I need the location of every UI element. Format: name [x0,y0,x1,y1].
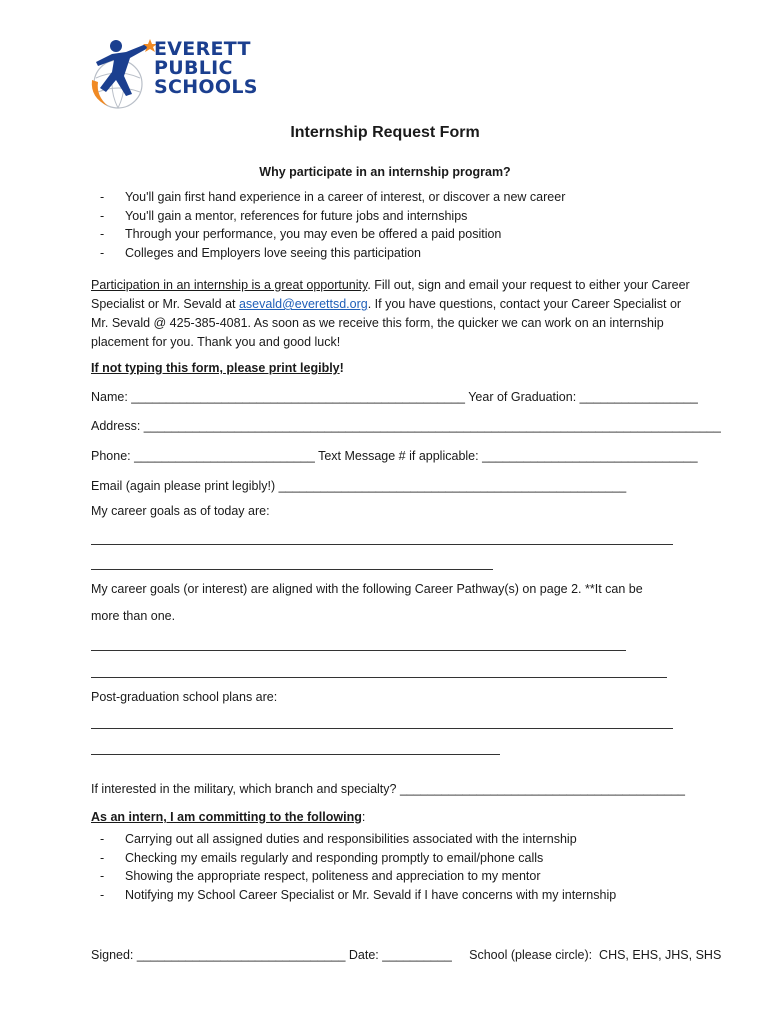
intro-lead: Participation in an internship is a great opportunity [91,278,368,292]
phone-field[interactable]: Phone: __________________________ Text Message # if applicable: _______________________________ [91,449,698,463]
pathway-label-1: My career goals (or interest) are aligned with the following Career Pathway(s) on page 2. **It can be [91,582,643,596]
pathway-line-1[interactable] [91,650,626,651]
email-link[interactable]: asevald@everettsd.org [238,297,368,311]
postgrad-line-1[interactable] [91,728,673,729]
email-field[interactable]: Email (again please print legibly!) __________________________________________________ [91,479,627,493]
print-notice: If not typing this form, please print legibly! [91,361,344,375]
career-goals-line-2[interactable] [91,569,493,570]
commitment-item: - Showing the appropriate respect, politeness and appreciation to my mentor [100,869,541,883]
military-field[interactable]: If interested in the military, which branch and specialty? _________________________________________ [91,782,685,796]
district-logo [88,36,263,111]
benefit-item: - Colleges and Employers love seeing this participation [100,245,421,260]
career-goals-label: My career goals as of today are: [91,504,270,518]
pathway-line-2[interactable] [91,677,667,678]
benefits-list [100,188,565,262]
form-title: Internship Request Form [290,124,480,141]
signature-line[interactable]: Signed: ______________________________ Date: __________ School (please circle): CHS, EHS, JHS, SHS [91,948,722,962]
form-subtitle: Why participate in an internship program? [259,165,511,179]
postgrad-label: Post-graduation school plans are: [91,690,278,704]
name-field[interactable]: Name: ________________________________________________ Year of Graduation: _________________ [91,390,698,404]
commit-heading: As an intern, I am committing to the following: [91,810,366,824]
commitments-list [100,830,616,904]
commitment-item: - Carrying out all assigned duties and responsibilities associated with the internship [100,832,577,846]
intro-paragraph [91,276,691,352]
pathway-label-2: more than one. [91,609,176,623]
benefit-item: - You'll gain first hand experience in a career of interest, or discover a new career [100,190,566,204]
logo-line-public: PUBLIC [154,57,233,79]
commitment-item: - Checking my emails regularly and responding promptly to email/phone calls [100,850,544,865]
globe-figure-icon [88,36,158,111]
postgrad-line-2[interactable] [91,754,500,755]
address-field[interactable]: Address: ___________________________________________________________________________________ [91,419,721,433]
commitment-item: - Notifying my School Career Specialist or Mr. Sevald if I have concerns with my internship [100,887,617,902]
benefit-item: - Through your performance, you may even be offered a paid position [100,227,502,241]
intro-text-1: . Fill out, sign and email your request to either your Career Specialist or Mr. Sevald at [91,278,690,311]
logo-line-everett: EVERETT [154,38,251,60]
logo-line-schools: SCHOOLS [154,76,258,98]
career-goals-line-1[interactable] [91,544,673,545]
intro-text-2: . If you have questions, contact your Career Specialist or Mr. Sevald @ 425-385-4081. As soon as we receive this form, the quicker we can work on an internship placement for you. Thank you and good luck! [91,297,682,349]
benefit-item: - You'll gain a mentor, references for future jobs and internships [100,208,468,223]
